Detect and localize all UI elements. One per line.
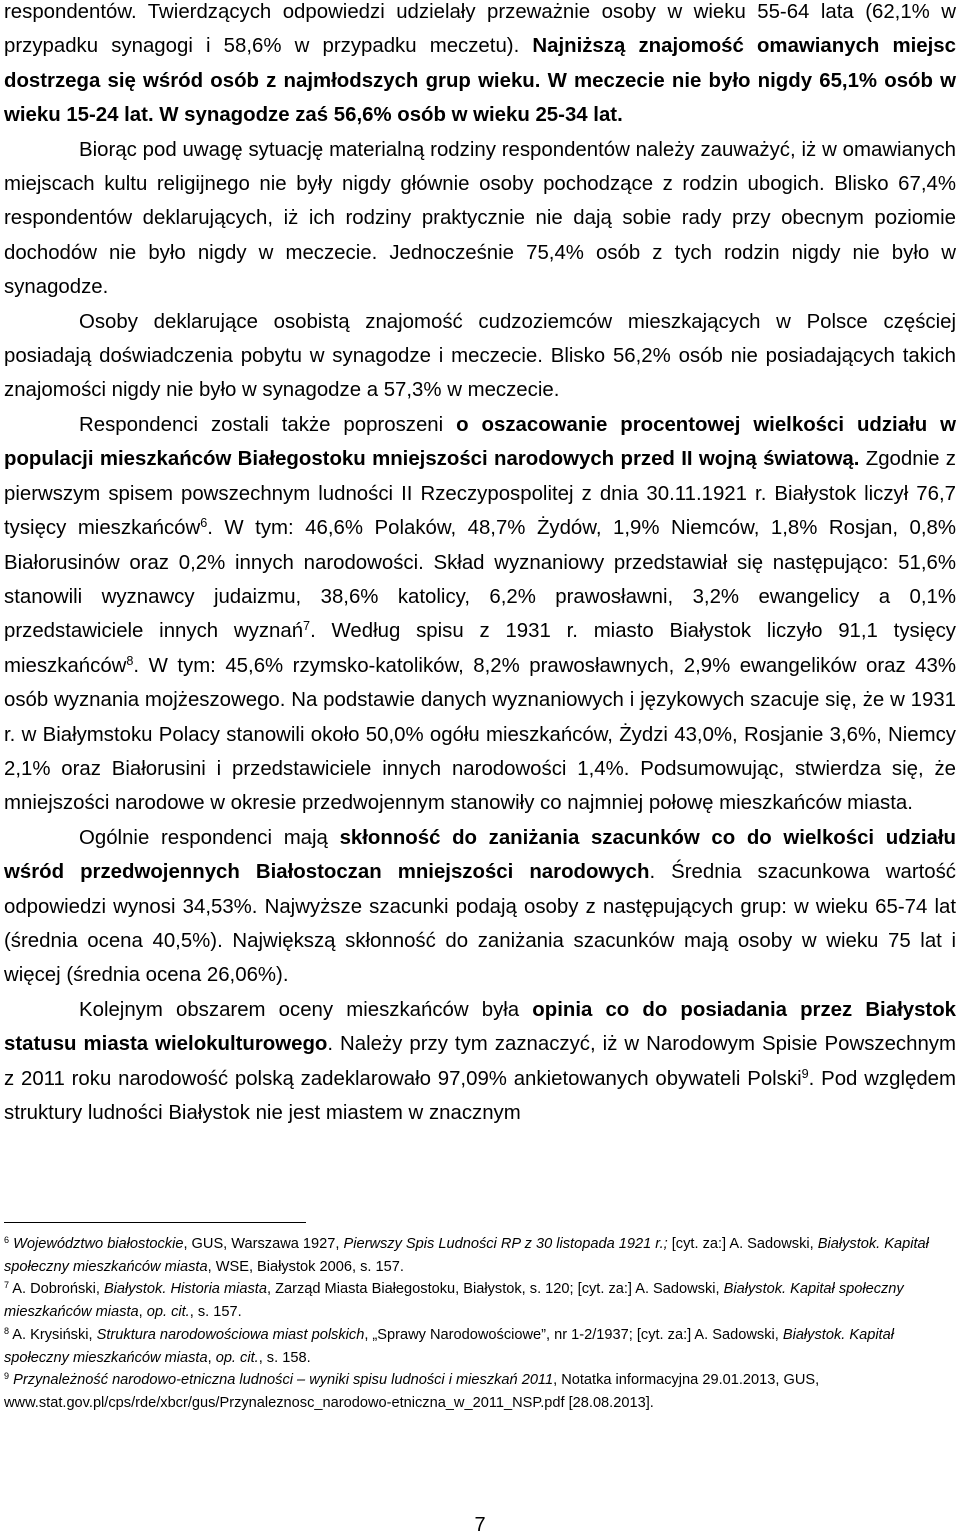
italic-text: Białystok. Kapitał społeczny mieszkańców miasta	[4, 1281, 904, 1321]
text-run: Respondenci zostali także poproszeni	[79, 413, 457, 436]
body-text	[4, 0, 956, 1130]
italic-text: Białystok. Kapitał społeczny mieszkańców miasta	[4, 1236, 929, 1275]
italic-text: Województwo białostockie	[13, 1236, 184, 1252]
text-run: ,	[207, 1349, 216, 1366]
text-run: Biorąc pod uwagę sytuację materialną rodziny respondentów należy zauważyć, iż w omawianych miejscach kultu religijnego nie były nigdy głównie osoby pochodzące z rodzin ubogich. Blisko 67,4% respondentów deklarujących, iż ich rodziny praktycznie nie dają sobie rady przy obecnym poziomie dochodów nie było nigdy w meczecie. Jednocześnie 75,4% osób z tych rodzin nigdy nie było w synagodze.	[4, 138, 956, 299]
paragraph	[4, 408, 956, 821]
text-run: , „Sprawy Narodowościowe”, nr 1-2/1937; [cyt. za:] A. Sadowski,	[364, 1326, 783, 1343]
text-run: . Należy przy tym zaznaczyć, iż w Narodowym Spisie Powszechnym z 2011 roku narodowość polską zadeklarowało 97,09% ankietowanych obywateli Polski	[4, 1033, 956, 1090]
text-run: , WSE, Białystok 2006, s. 157.	[207, 1258, 404, 1275]
text-run: [cyt. za:] A. Sadowski,	[667, 1236, 818, 1252]
footnotes	[4, 1233, 956, 1415]
footnote	[4, 1324, 956, 1369]
footnote-ref: 9	[801, 1066, 809, 1081]
italic-text: Przynależność narodowo-etniczna ludności – wyniki spisu ludności i mieszkań 2011	[13, 1372, 554, 1389]
footnote-ref: 9	[4, 1371, 10, 1382]
paragraph	[4, 133, 956, 305]
footnote-ref: 7	[303, 619, 311, 634]
footnote-ref: 7	[4, 1280, 10, 1291]
paragraph	[4, 821, 956, 993]
page-number: 7	[474, 1514, 486, 1536]
text-run: . Średnia szacunkowa wartość odpowiedzi wynosi 34,53%. Najwyższe szacunki podają osoby z następujących grup: w wieku 65-74 lat (średnia ocena 40,5%). Największą skłonność do zaniżania szacunków mają osoby w wieku 75 lat i więcej (średnia ocena 26,06%).	[4, 861, 957, 987]
footnote	[4, 1233, 956, 1278]
footnote-ref: 6	[200, 516, 208, 531]
text-run: respondentów. Twierdzących odpowiedzi udzielały przeważnie osoby w wieku 55-64 lata (62,1% w przypadku synagogi i 58,6% w przypadku meczetu).	[4, 1, 956, 58]
text-run: . Według spisu z 1931 r. miasto Białystok liczyło 91,1 tysięcy mieszkańców	[4, 620, 956, 677]
text-run: Kolejnym obszarem oceny mieszkańców była	[79, 998, 533, 1021]
bold-text: Najniższą znajomość omawianych miejsc dostrzega się wśród osób z najmłodszych grup wieku. W meczecie nie było nigdy 65,1% osób w wieku 15-24 lat. W synagodze zaś 56,6% osób w wieku 25-34 lat.	[4, 35, 956, 127]
footnote-ref: 8	[4, 1325, 10, 1336]
text-run: . W tym: 45,6% rzymsko-katolików, 8,2% prawosławnych, 2,9% ewangelików oraz 43% osób wyznania mojżeszowego. Na podstawie danych wyznaniowych i językowych szacuje się, że w 1931 r. w Białymstoku Polacy stanowili około 50,0% ogółu mieszkańców, Żydzi 43,0%, Rosjanie 3,6%, Niemcy 2,1% oraz Białorusini i przedstawiciele innych narodowości 1,4%. Podsumowując, stwierdza się, że mniejszości narodowe w okresie przedwojennym stanowiły co najmniej połowę mieszkańców miasta.	[4, 654, 956, 815]
text-run: , s. 158.	[258, 1349, 311, 1366]
text-run: ,	[138, 1304, 147, 1321]
text-run: , GUS, Warszawa 1927,	[183, 1236, 344, 1252]
footnote-separator	[4, 1222, 306, 1223]
footnote-ref: 8	[126, 653, 134, 668]
italic-text: op. cit.	[146, 1304, 190, 1321]
bold-text: opinia co do posiadania przez Białystok statusu miasta wielokulturowego	[4, 998, 956, 1056]
text-run: . W tym: 46,6% Polaków, 48,7% Żydów, 1,9% Niemców, 1,8% Rosjan, 0,8% Białorusinów oraz 0,2% innych narodowości. Skład wyznaniowy przedstawiał się następująco: 51,6% stanowili wyznawcy judaizmu, 38,6% katolicy, 6,2% prawosławni, 3,2% ewangelicy a 0,1% przedstawiciele innych wyznań	[4, 517, 957, 643]
italic-text: Białystok. Kapitał społeczny mieszkańców miasta	[4, 1326, 894, 1366]
text-run: . Pod względem struktury ludności Białystok nie jest miastem w znacznym	[4, 1067, 956, 1124]
footnote	[4, 1369, 956, 1414]
text-run: A. Krysiński,	[9, 1326, 97, 1343]
italic-text: Pierwszy Spis Ludności RP z 30 listopada 1921 r.;	[343, 1236, 668, 1252]
italic-text: Białystok. Historia miasta	[103, 1281, 267, 1298]
italic-text: Struktura narodowościowa miast polskich	[96, 1326, 365, 1343]
bold-text: o oszacowanie procentowej wielkości udziału w populacji mieszkańców Białegostoku mniejszości narodowych przed II wojną światową.	[4, 413, 956, 471]
text-run: Osoby deklarujące osobistą znajomość cudzoziemców mieszkających w Polsce częściej posiadają doświadczenia pobytu w synagodze i meczecie. Blisko 56,2% osób nie posiadających takich znajomości nigdy nie było w synagodze a 57,3% w meczecie.	[4, 310, 956, 402]
bold-text: skłonność do zaniżania szacunków co do wielkości udziału wśród przedwojennych Białostoczan mniejszości narodowych	[4, 826, 956, 884]
text-run: , s. 157.	[189, 1304, 242, 1321]
paragraph	[4, 993, 956, 1131]
text-run: , Notatka informacyjna 29.01.2013, GUS, www.stat.gov.pl/cps/rde/xbcr/gus/Przynaleznosc_narodowo-etniczna_w_2011_NSP.pdf [28.08.2013].	[4, 1372, 820, 1411]
text-run: A. Dobroński,	[9, 1281, 104, 1298]
paragraph	[4, 0, 956, 133]
italic-text: op. cit.	[215, 1349, 259, 1366]
text-run: Ogólnie respondenci mają	[79, 826, 340, 849]
footnote-ref: 6	[4, 1235, 10, 1246]
text-run: Zgodnie z pierwszym spisem powszechnym ludności II Rzeczypospolitej z dnia 30.11.1921 r. Białystok liczył 76,7 tysięcy mieszkańców	[4, 448, 956, 540]
paragraph	[4, 305, 956, 408]
footnote	[4, 1278, 956, 1323]
text-run: , Zarząd Miasta Białegostoku, Białystok, s. 120; [cyt. za:] A. Sadowski,	[266, 1281, 724, 1298]
